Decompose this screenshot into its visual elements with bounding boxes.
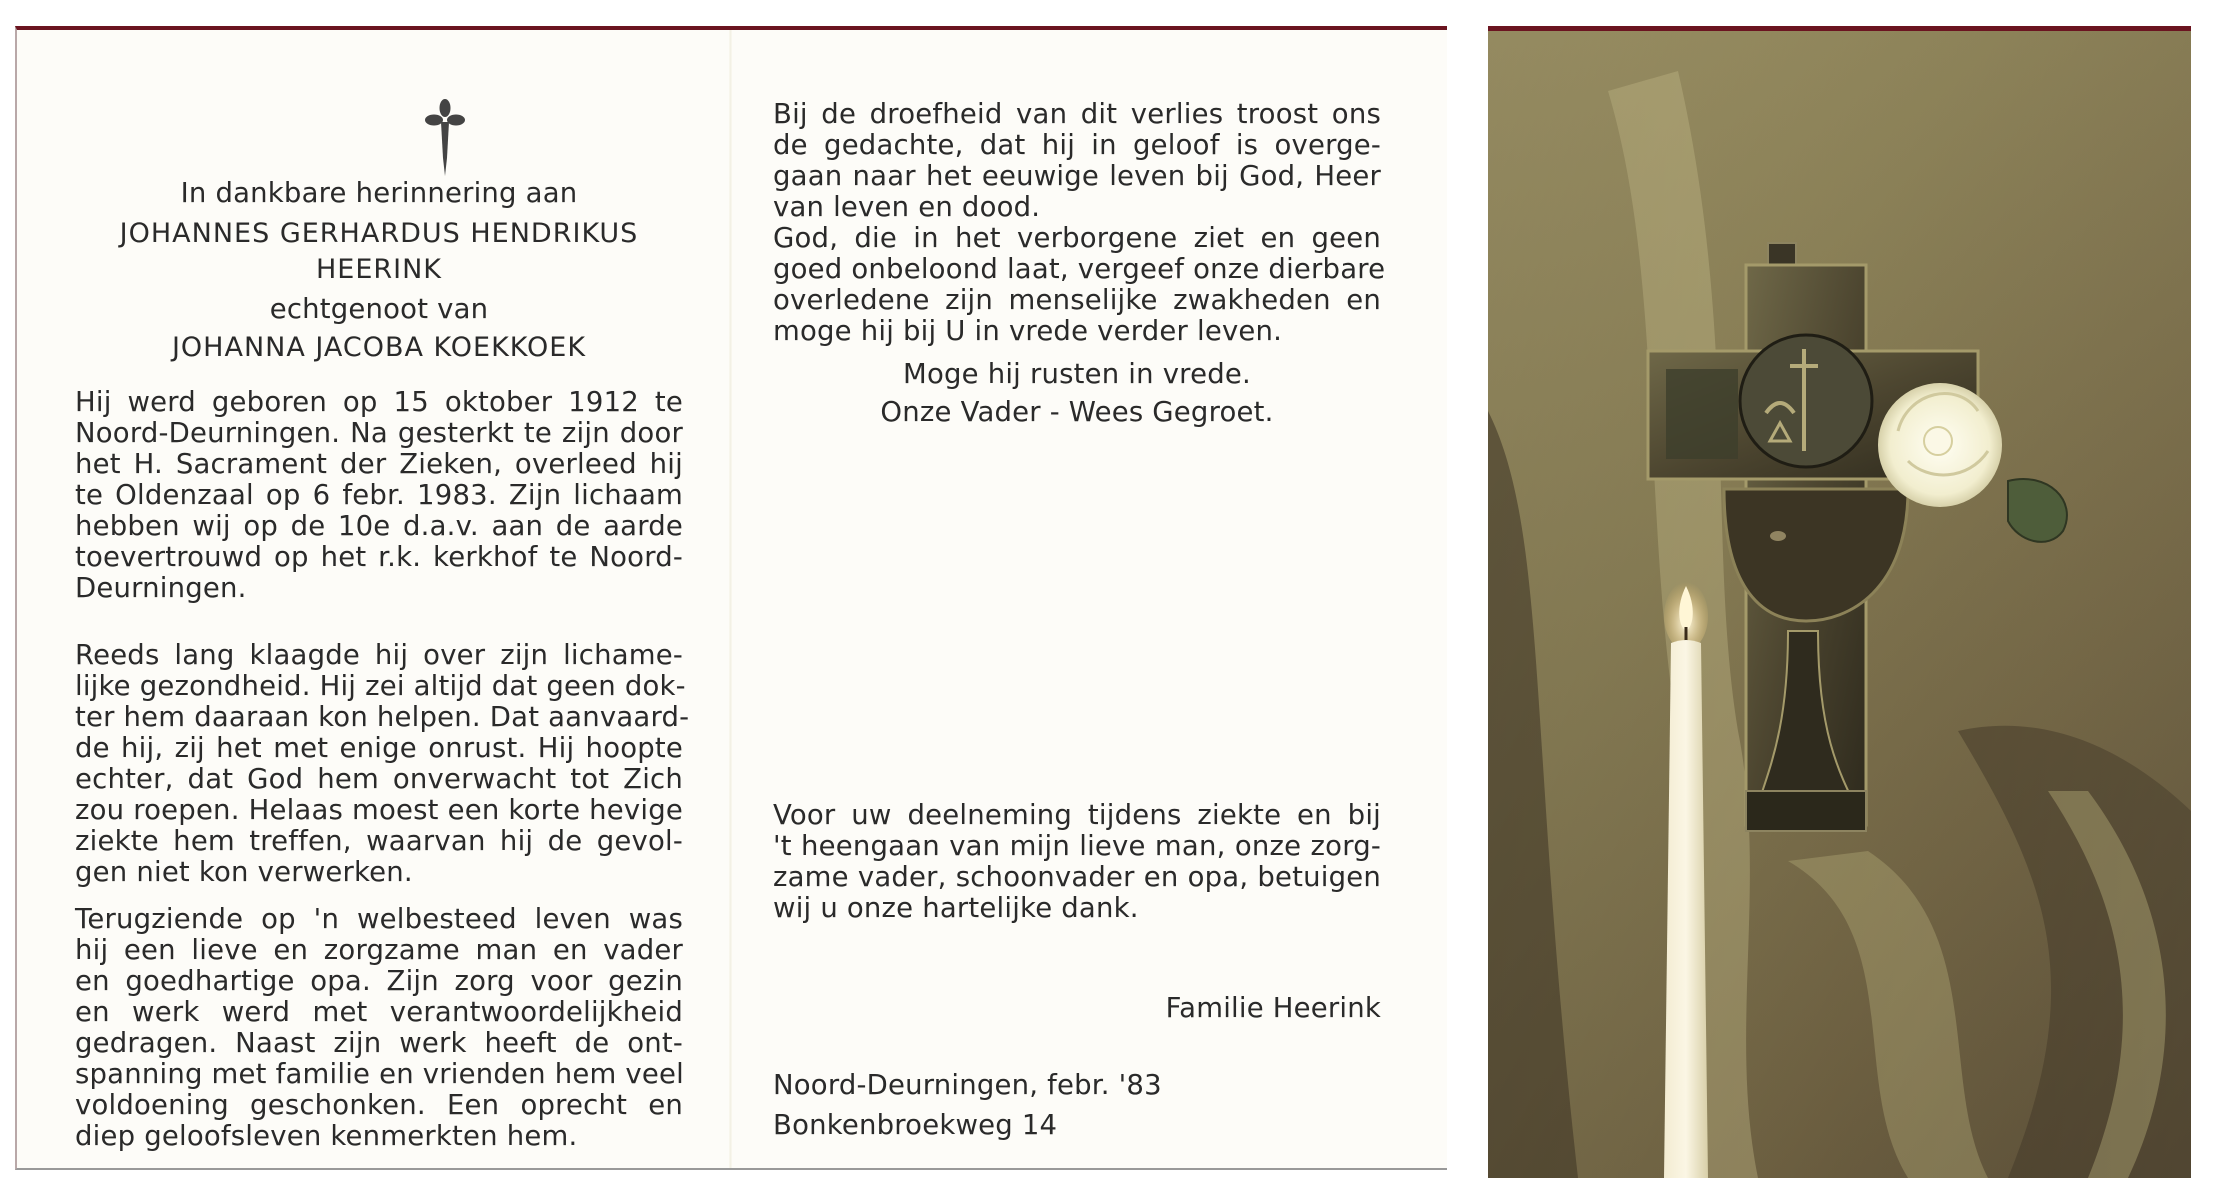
text-line: de hij, zij het met enige onrust. Hij hoopte	[75, 732, 683, 764]
text-line: moge hij bij U in vrede verder leven.	[773, 315, 1283, 347]
text-line: gen niet kon verwerken.	[75, 856, 413, 888]
text-line: Bij de droefheid van dit verlies troost ons	[773, 98, 1381, 130]
text-line: zou roepen. Helaas moest een korte hevige	[75, 794, 683, 826]
text-line: en goedhartige opa. Zijn zorg voor gezin	[75, 965, 683, 997]
address: Bonkenbroekweg 14	[773, 1109, 1058, 1141]
text-line: Voor uw deelneming tijdens ziekte en bij	[773, 799, 1381, 831]
relation-text: echtgenoot van	[269, 293, 489, 325]
text-line: Deurningen.	[75, 572, 247, 604]
photo-illustration	[1488, 31, 2191, 1178]
text-line: diep geloofsleven kenmerkten hem.	[75, 1120, 578, 1152]
text-line: Noord-Deurningen. Na gesterkt te zijn door	[75, 417, 683, 449]
cross-icon	[425, 98, 465, 178]
text-line: toevertrouwd op het r.k. kerkhof te Noord-	[75, 541, 683, 573]
consolation-paragraph	[773, 98, 1386, 347]
text-line: gedragen. Naast zijn werk heeft de ont-	[75, 1027, 683, 1059]
text-line: van leven en dood.	[773, 191, 1041, 223]
text-line: ziekte hem treffen, waarvan hij de gevol-	[75, 825, 683, 857]
text-line: het H. Sacrament der Zieken, overleed hij	[75, 448, 683, 480]
deceased-name-line2: HEERINK	[315, 254, 443, 285]
text-line: overledene zijn menselijke zwakheden en	[773, 284, 1381, 316]
thanks-paragraph	[773, 800, 1381, 924]
memorial-card-text	[15, 26, 1447, 1170]
text-line: lijke gezondheid. Hij zei altijd dat geen dok-	[75, 670, 686, 702]
text-line: te Oldenzaal op 6 febr. 1983. Zijn lichaam	[75, 479, 683, 511]
card-fold-line	[729, 30, 732, 1168]
intro-text: In dankbare herinnering aan	[180, 177, 578, 209]
text-line: God, die in het verborgene ziet en geen	[773, 222, 1381, 254]
biography-paragraph-1	[75, 387, 683, 604]
family-signature: Familie Heerink	[1165, 992, 1381, 1024]
memorial-photo	[1488, 26, 2191, 1178]
text-line: voldoening geschonken. Een oprecht en	[75, 1089, 683, 1121]
text-line: ter hem daaraan kon helpen. Dat aanvaard-	[75, 701, 690, 733]
biography-paragraph-2	[75, 639, 690, 888]
text-line: wij u onze hartelijke dank.	[773, 892, 1139, 924]
text-line: spanning met familie en vrienden hem veel	[75, 1058, 684, 1090]
deceased-name-line1: JOHANNES GERHARDUS HENDRIKUS	[119, 218, 639, 249]
text-line: Terugziende op 'n welbesteed leven was	[75, 903, 683, 935]
text-line: hebben wij op de 10e d.a.v. aan de aarde	[75, 510, 683, 542]
text-line: de gedachte, dat hij in geloof is overge-	[773, 129, 1381, 161]
text-line: zame vader, schoonvader en opa, betuigen	[773, 861, 1381, 893]
text-line: Reeds lang klaagde hij over zijn lichame-	[75, 639, 683, 671]
text-line: gaan naar het eeuwige leven bij God, Heer	[773, 160, 1381, 192]
text-line: en werk werd met verantwoordelijkheid	[75, 996, 683, 1028]
rest-in-peace-text: Moge hij rusten in vrede.	[903, 358, 1251, 390]
host-medallion-icon	[1740, 335, 1872, 467]
prayers-text: Onze Vader - Wees Gegroet.	[880, 396, 1274, 428]
dedication-header	[75, 178, 683, 370]
biography-paragraph-3	[75, 904, 683, 1152]
text-line: goed onbeloond laat, vergeef onze dierbare	[773, 253, 1386, 285]
text-line: echter, dat God hem onverwacht tot Zich	[75, 763, 683, 795]
spouse-name: JOHANNA JACOBA KOEKKOEK	[171, 332, 587, 363]
place-date: Noord-Deurningen, febr. '83	[773, 1069, 1162, 1101]
text-line: Hij werd geboren op 15 oktober 1912 te	[75, 386, 683, 418]
text-line: 't heengaan van mijn lieve man, onze zorg-	[773, 830, 1381, 862]
text-line: hij een lieve en zorgzame man en vader	[75, 934, 683, 966]
